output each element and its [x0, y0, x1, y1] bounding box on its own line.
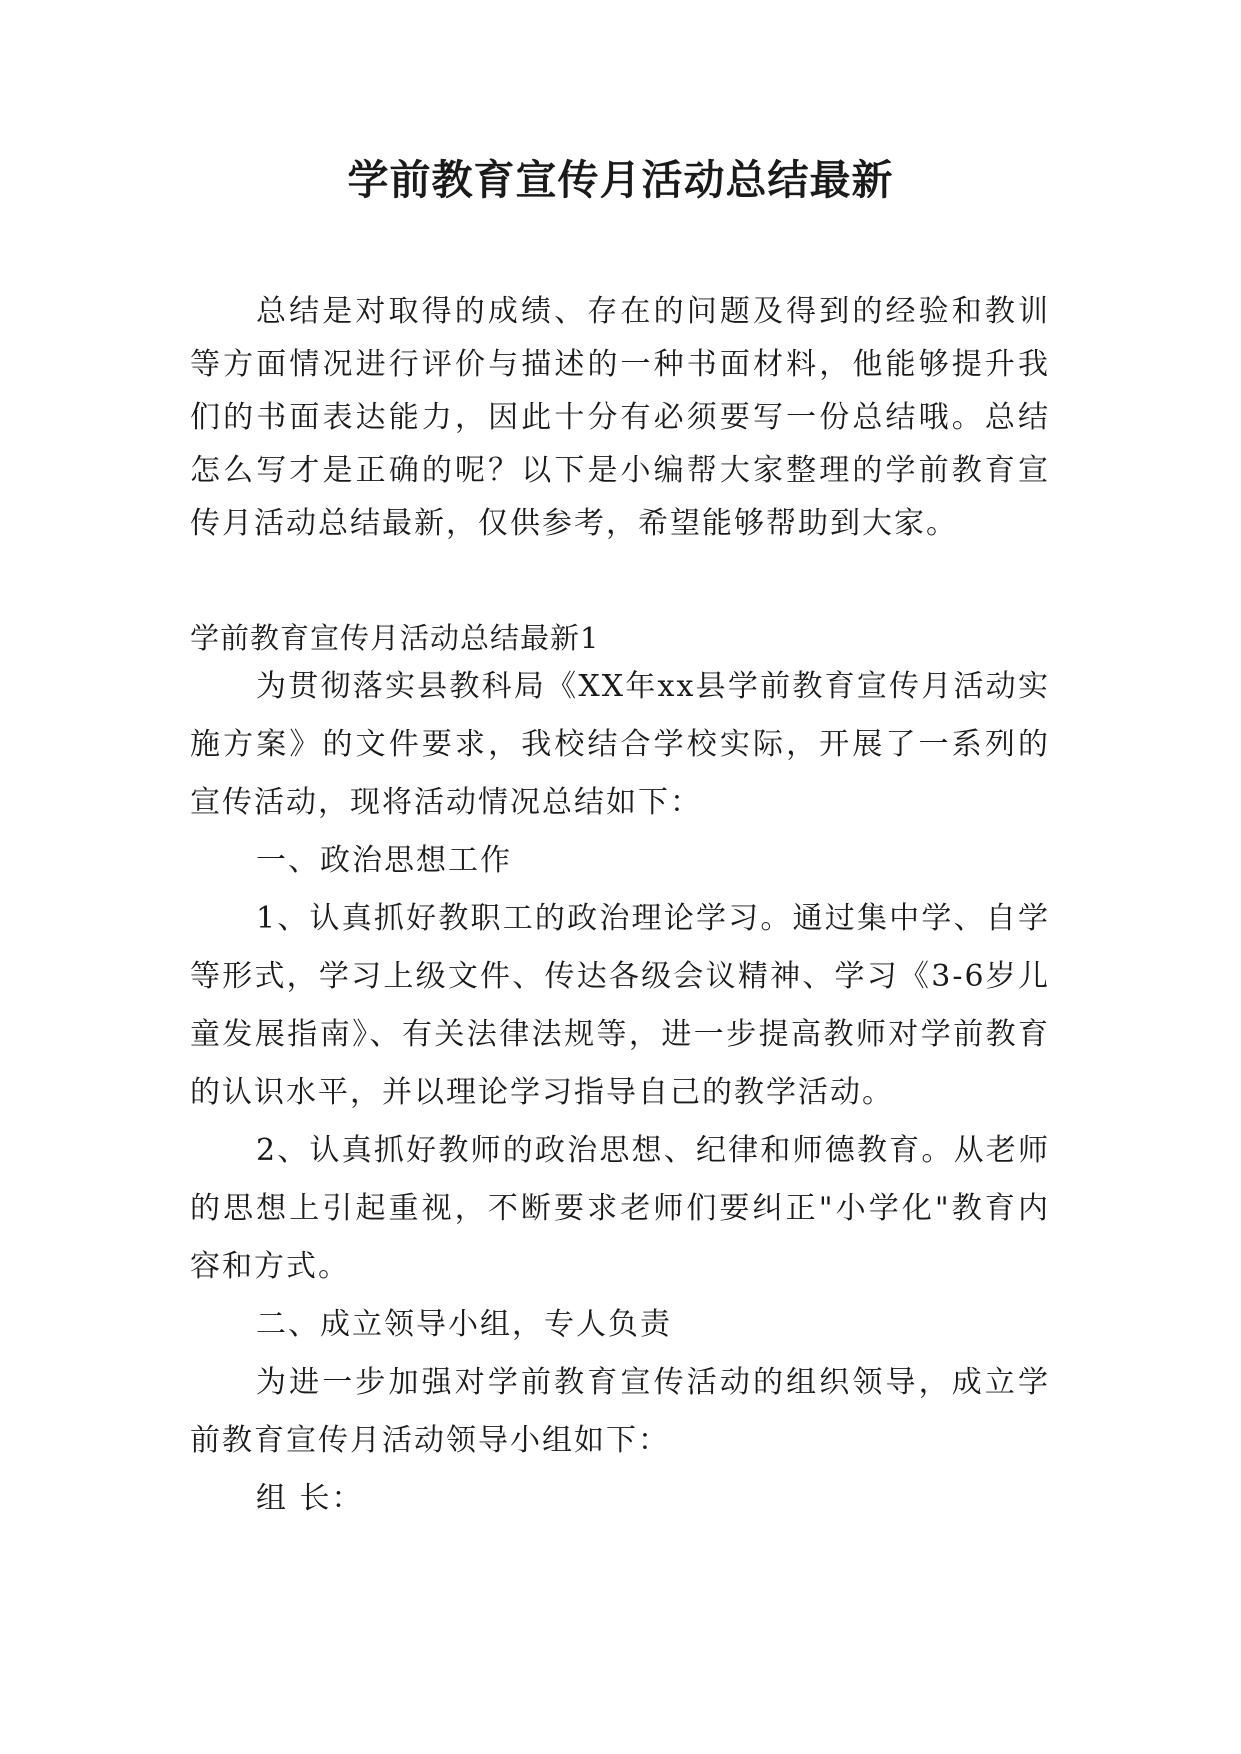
intro-paragraph: 总结是对取得的成绩、存在的问题及得到的经验和教训等方面情况进行评价与描述的一种书面材料，他能够提升我们的书面表达能力，因此十分有必须要写一份总结哦。总结怎么写才是正确的呢？以下是小编帮大家整理的学前教育宣传月活动总结最新，仅供参考，希望能够帮助到大家。	[190, 294, 1050, 541]
heading-leadership-group: 二、成立领导小组，专人负责	[256, 1307, 672, 1342]
section-heading: 学前教育宣传月活动总结最新1	[190, 621, 600, 655]
document-title: 学前教育宣传月活动总结最新	[347, 156, 894, 204]
heading-political-work: 一、政治思想工作	[256, 843, 512, 878]
paragraph-ethics-education: 2、认真抓好教师的政治思想、纪律和师德教育。从老师的思想上引起重视，不断要求老师们要纠正"小学化"教育内容和方式。	[190, 1133, 1050, 1284]
intro-section	[190, 285, 1050, 550]
paragraph-theory-study: 1、认真抓好教职工的政治理论学习。通过集中学、自学等形式，学习上级文件、传达各级会议精神、学习《3-6岁儿童发展指南》、有关法律法规等，进一步提高教师对学前教育的认识水平，并以理论学习指导自己的教学活动。	[190, 901, 1050, 1110]
section-body	[190, 658, 1050, 1528]
paragraph-leadership-intro: 为进一步加强对学前教育宣传活动的组织领导，成立学前教育宣传月活动领导小组如下：	[190, 1365, 1050, 1458]
document-body	[190, 285, 1050, 1528]
paragraph-implementation: 为贯彻落实县教科局《XX年xx县学前教育宣传月活动实施方案》的文件要求，我校结合学校实际，开展了一系列的宣传活动，现将活动情况总结如下：	[190, 669, 1050, 820]
group-leader-line: 组 长：	[256, 1481, 364, 1516]
